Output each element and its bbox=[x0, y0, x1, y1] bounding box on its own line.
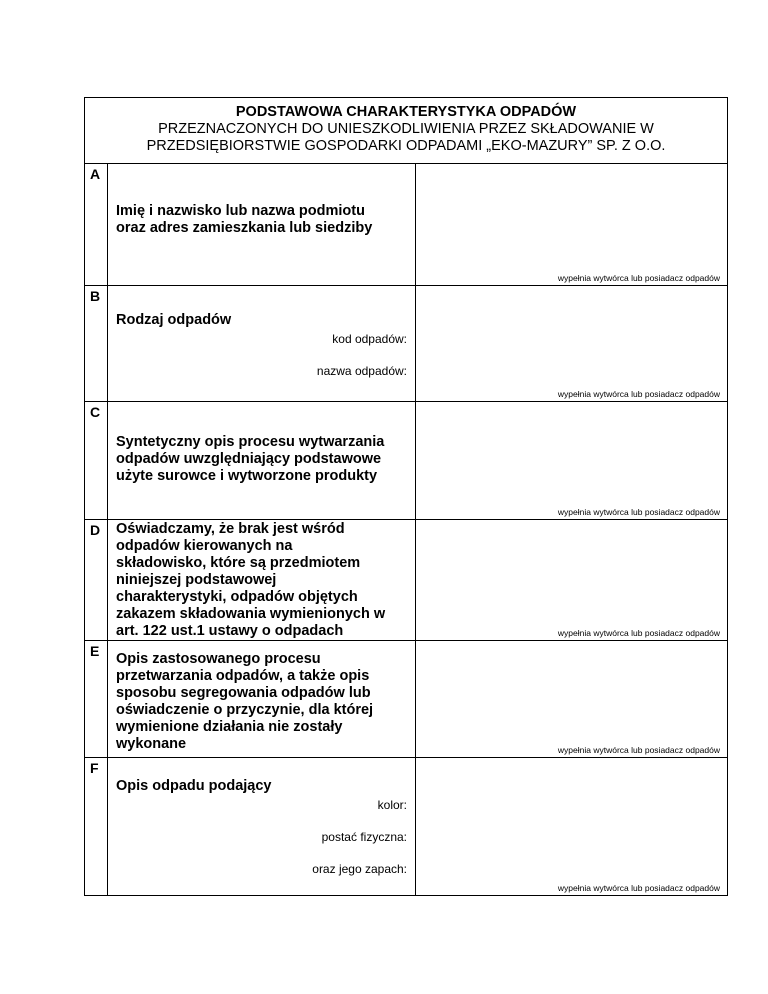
section-a-value-field[interactable] bbox=[416, 164, 728, 286]
section-d-label-line2: odpadów kierowanych na bbox=[116, 538, 293, 554]
section-e-label-line6: wykonane bbox=[116, 736, 187, 752]
section-b-value-field[interactable] bbox=[416, 286, 728, 402]
section-f-title: Opis odpadu podający bbox=[116, 778, 272, 794]
section-c-label-line2: odpadów uwzględniający podstawowe bbox=[116, 451, 382, 467]
section-b-field-name: nazwa odpadów: bbox=[316, 364, 407, 378]
section-e-description bbox=[108, 641, 416, 758]
section-c-description bbox=[108, 402, 416, 520]
form-header bbox=[85, 98, 728, 164]
form-header-row bbox=[85, 98, 728, 164]
section-b-description bbox=[108, 286, 416, 402]
section-a-label-line2: oraz adres zamieszkania lub siedziby bbox=[116, 220, 373, 236]
section-b-note: wypełnia wytwórca lub posiadacz odpadów bbox=[557, 389, 720, 399]
section-f-description bbox=[108, 758, 416, 896]
section-e-letter: E bbox=[85, 641, 108, 758]
section-d-description bbox=[108, 520, 416, 641]
section-d-label-line5: charakterystyki, odpadów objętych bbox=[116, 589, 358, 605]
section-d-label-line1: Oświadczamy, że brak jest wśród bbox=[116, 521, 345, 537]
section-e-label-line5: wymienione działania nie zostały bbox=[116, 719, 343, 735]
section-d-label-line4: niniejszej podstawowej bbox=[116, 572, 277, 588]
section-f-field-form: postać fizyczna: bbox=[321, 830, 407, 844]
section-a-letter: A bbox=[85, 164, 108, 286]
section-d-letter: D bbox=[85, 520, 108, 641]
section-b-title: Rodzaj odpadów bbox=[116, 312, 232, 328]
section-f-value-field[interactable] bbox=[416, 758, 728, 896]
section-c-label-line3: użyte surowce i wytworzone produkty bbox=[116, 468, 378, 484]
form-subtitle-line2: PRZEDSIĘBIORSTWIE GOSPODARKI ODPADAMI „EKO-MAZURY” SP. Z O.O. bbox=[146, 138, 666, 154]
section-b-letter: B bbox=[85, 286, 108, 402]
section-d-label-line7: art. 122 ust.1 ustawy o odpadach bbox=[116, 623, 344, 639]
section-d-label-line3: składowisko, które są przedmiotem bbox=[116, 555, 361, 571]
form-subtitle-line1: PRZEZNACZONYCH DO UNIESZKODLIWIENIA PRZEZ SKŁADOWANIE W bbox=[158, 121, 654, 137]
section-e-row bbox=[85, 641, 728, 758]
section-a-label-line1: Imię i nazwisko lub nazwa podmiotu bbox=[116, 203, 365, 219]
section-e-label-line2: przetwarzania odpadów, a także opis bbox=[116, 668, 370, 684]
section-e-label-line3: sposobu segregowania odpadów lub bbox=[116, 685, 371, 701]
section-c-label-line1: Syntetyczny opis procesu wytwarzania bbox=[116, 434, 385, 450]
section-f-row bbox=[85, 758, 728, 896]
section-b-row bbox=[85, 286, 728, 402]
waste-characteristics-form bbox=[84, 97, 728, 896]
section-e-note: wypełnia wytwórca lub posiadacz odpadów bbox=[557, 745, 720, 755]
section-f-field-smell: oraz jego zapach: bbox=[312, 862, 407, 876]
section-f-field-color: kolor: bbox=[377, 798, 407, 812]
section-c-note: wypełnia wytwórca lub posiadacz odpadów bbox=[557, 507, 720, 517]
section-d-value-field[interactable] bbox=[416, 520, 728, 641]
section-a-note: wypełnia wytwórca lub posiadacz odpadów bbox=[557, 273, 720, 283]
section-d-row bbox=[85, 520, 728, 641]
section-c-letter: C bbox=[85, 402, 108, 520]
section-d-label-line6: zakazem składowania wymienionych w bbox=[116, 606, 386, 622]
form-title: PODSTAWOWA CHARAKTERYSTYKA ODPADÓW bbox=[235, 104, 577, 120]
section-f-letter: F bbox=[85, 758, 108, 896]
section-e-label-line4: oświadczenie o przyczynie, dla której bbox=[116, 702, 374, 718]
section-a-row bbox=[85, 164, 728, 286]
section-f-note: wypełnia wytwórca lub posiadacz odpadów bbox=[557, 883, 720, 893]
section-c-value-field[interactable] bbox=[416, 402, 728, 520]
section-b-field-code: kod odpadów: bbox=[332, 332, 407, 346]
section-e-label-line1: Opis zastosowanego procesu bbox=[116, 651, 321, 667]
section-d-note: wypełnia wytwórca lub posiadacz odpadów bbox=[557, 628, 720, 638]
section-c-row bbox=[85, 402, 728, 520]
section-a-description bbox=[108, 164, 416, 286]
section-e-value-field[interactable] bbox=[416, 641, 728, 758]
